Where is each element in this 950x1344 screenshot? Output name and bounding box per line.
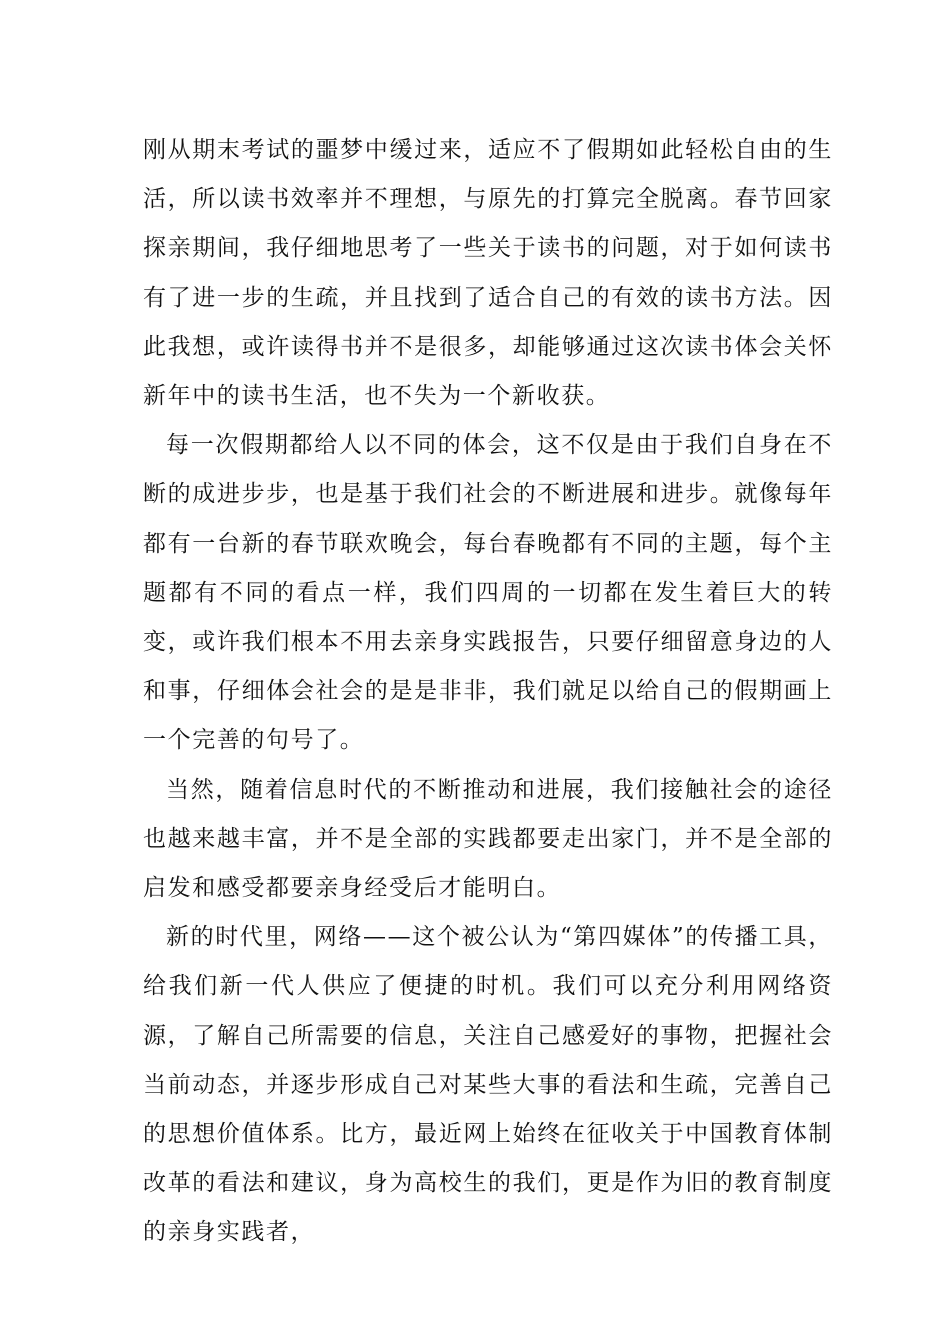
paragraph-3: 当然，随着信息时代的不断推动和进展，我们接触社会的途径也越来越丰富，并不是全部的实践都要走出家门，并不是全部的启发和感受都要亲身经受后才能明白。 [143,776,833,902]
document-body [143,126,833,1258]
paragraph-4: 新的时代里，网络——这个被公认为“第四媒体”的传播工具，给我们新一代人供应了便捷的时机。我们可以充分利用网络资源，了解自己所需要的信息，关注自己感爱好的事物，把握社会当前动态，并逐步形成自己对某些大事的看法和生疏，完善自己的思想价值体系。比方，最近网上始终在征收关于中国教育体制改革的看法和建议，身为高校生的我们，更是作为旧的教育制度的亲身实践者， [143,924,833,1246]
paragraph-2: 每一次假期都给人以不同的体会，这不仅是由于我们自身在不断的成进步步，也是基于我们社会的不断进展和进步。就像每年都有一台新的春节联欢晚会，每台春晚都有不同的主题，每个主题都有不同的看点一样，我们四周的一切都在发生着巨大的转变，或许我们根本不用去亲身实践报告，只要仔细留意身边的人和事，仔细体会社会的是是非非，我们就足以给自己的假期画上一个完善的句号了。 [143,432,833,754]
paragraph-1: 刚从期末考试的噩梦中缓过来，适应不了假期如此轻松自由的生活，所以读书效率并不理想，与原先的打算完全脱离。春节回家探亲期间，我仔细地思考了一些关于读书的问题，对于如何读书有了进一步的生疏，并且找到了适合自己的有效的读书方法。因此我想，或许读得书并不是很多，却能够通过这次读书体会关怀新年中的读书生活，也不失为一个新收获。 [143,137,833,410]
